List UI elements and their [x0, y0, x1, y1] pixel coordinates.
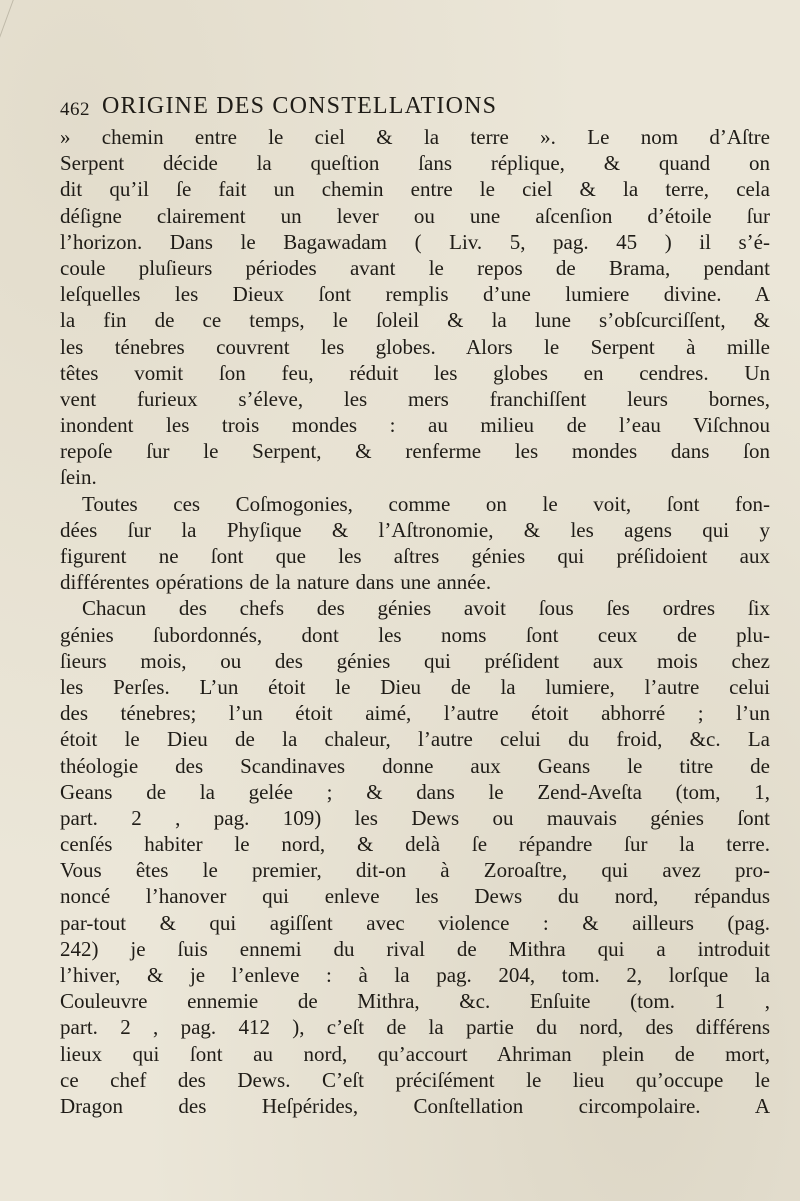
page-header: [60, 93, 760, 123]
text-line: Geans de la gelée ; & dans le Zend-Aveſta (tom, 1,: [60, 779, 770, 804]
text-line: Serpent décide la queſtion ſans réplique, & quand on: [60, 151, 770, 176]
text-line: différentes opérations de la nature dans une année.: [60, 570, 492, 595]
text-line: ſein.: [60, 465, 97, 490]
text-line: des ténebres; l’un étoit aimé, l’autre étoit abhorré ; l’un: [60, 701, 770, 726]
text-line: ce chef des Dews. C’eſt préciſément le lieu qu’occupe le: [60, 1067, 770, 1092]
text-line: inondent les trois mondes : au milieu de l’eau Viſchnou: [60, 413, 770, 438]
text-line: Vous êtes le premier, dit-on à Zoroaſtre, qui avez pro-: [60, 858, 770, 883]
text-line: déſigne clairement un lever ou une aſcenſion d’étoile ſur: [60, 203, 770, 228]
text-line: les Perſes. L’un étoit le Dieu de la lumiere, l’autre celui: [60, 674, 770, 699]
text-line: part. 2 , pag. 412 ), c’eſt de la partie du nord, des différens: [60, 1015, 770, 1040]
text-line: l’hiver, & je l’enleve : à la pag. 204, tom. 2, lorſque la: [60, 963, 770, 987]
page-edge-tear: [0, 0, 28, 70]
text-line: » chemin entre le ciel & la terre ». Le nom d’Aſtre: [60, 125, 770, 149]
text-line: têtes vomit ſon feu, réduit les globes en cendres. Un: [60, 360, 770, 385]
text-line: 242) je ſuis ennemi du rival de Mithra qui a introduit: [60, 936, 770, 961]
text-line: lieux qui ſont au nord, qu’accourt Ahriman plein de mort,: [60, 1041, 770, 1066]
text-line: Toutes ces Coſmogonies, comme on le voit, ſont fon-: [82, 491, 770, 516]
page-number: 462: [60, 99, 90, 120]
text-line: théologie des Scandinaves donne aux Geans le titre de: [60, 753, 770, 778]
text-line: coule pluſieurs périodes avant le repos de Brama, pendant: [60, 255, 770, 280]
text-line: étoit le Dieu de la chaleur, l’autre celui du froid, &c. La: [60, 727, 770, 752]
text-line: cenſés habiter le nord, & delà ſe répandre ſur la terre.: [60, 832, 770, 857]
text-line: l’horizon. Dans le Bagawadam ( Liv. 5, pag. 45 ) il s’é-: [60, 229, 770, 254]
running-title: ORIGINE DES CONSTELLATIONS: [102, 93, 498, 119]
text-line: Couleuvre ennemie de Mithra, &c. Enſuite (tom. 1 ,: [60, 989, 770, 1014]
text-line: Dragon des Heſpérides, Conſtellation circompolaire. A: [60, 1093, 770, 1118]
text-line: repoſe ſur le Serpent, & renferme les mondes dans ſon: [60, 439, 770, 464]
text-line: par-tout & qui agiſſent avec violence : & ailleurs (pag.: [60, 910, 770, 935]
text-line: figurent ne ſont que les aſtres génies qui préſidoient aux: [60, 544, 770, 568]
text-line: leſquelles les Dieux ſont remplis d’une lumiere divine. A: [60, 282, 770, 307]
text-line: la fin de ce temps, le ſoleil & la lune s’obſcurciſſent, &: [60, 308, 770, 333]
body-text: [60, 124, 770, 1119]
text-line: part. 2 , pag. 109) les Dews ou mauvais génies ſont: [60, 805, 770, 830]
text-line: noncé l’hanover qui enleve les Dews du nord, répandus: [60, 884, 770, 909]
text-line: Chacun des chefs des génies avoit ſous ſes ordres ſix: [82, 596, 770, 621]
text-line: génies ſubordonnés, dont les noms ſont ceux de plu-: [60, 622, 770, 647]
text-line: vent furieux s’éleve, les mers franchiſſent leurs bornes,: [60, 386, 770, 411]
text-line: dit qu’il ſe fait un chemin entre le ciel & la terre, cela: [60, 177, 770, 202]
text-line: les ténebres couvrent les globes. Alors le Serpent à mille: [60, 334, 770, 359]
text-line: dées ſur la Phyſique & l’Aſtronomie, & les agens qui y: [60, 517, 770, 542]
text-line: ſieurs mois, ou des génies qui préſident aux mois chez: [60, 648, 770, 673]
